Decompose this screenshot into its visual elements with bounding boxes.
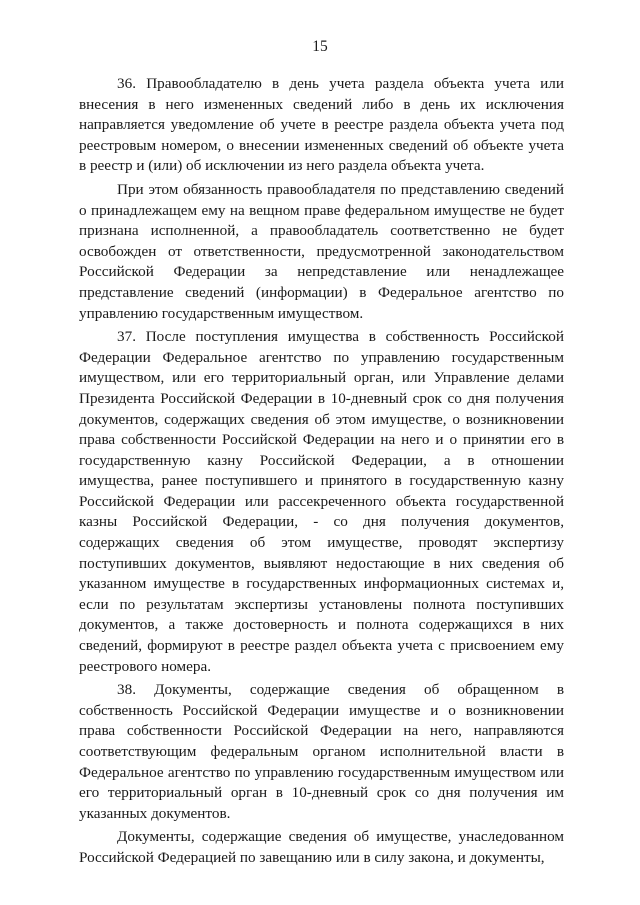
paragraph-38: 38. Документы, содержащие сведения об обращенном в собственность Российской Федерации имуществе и о возникновении права собственности Российской Федерации на него, направляются соответствующим федеральным органом исполнительной власти в Федеральное агентство по управлению государственным имуществом или его территориальный орган в 10-дневный срок со дня получения им указанных документов.: [79, 681, 564, 822]
document-body: [79, 74, 564, 869]
paragraph-37: 37. После поступления имущества в собственность Российской Федерации Федеральное агентство по управлению государственным имуществом, или его территориальный орган, или Управление делами Президента Российской Федерации в 10-дневный срок со дня получения документов, содержащих сведения об этом имуществе, о возникновении права собственности Российской Федерации на него и о принятии его в государственную казну Российской Федерации, а в отношении имущества, ранее поступившего и принятого в государственную казну Российской Федерации или рассекреченного объекта государственной казны Российской Федерации, - со дня получения документов, содержащих сведения об этом имуществе, проводят экспертизу поступивших документов, выявляют недостающие в них сведения об указанном имуществе в государственных информационных системах и, если по результатам экспертизы установлены полнота поступивших документов, а также достоверность и полнота содержащихся в них сведений, формируют в реестре раздел объекта учета с присвоением ему реестрового номера.: [79, 328, 564, 675]
page-number: 15: [312, 38, 328, 55]
paragraph-38-inheritance: Документы, содержащие сведения об имуществе, унаследованном Российской Федерацией по завещанию или в силу закона, и документы,: [79, 828, 564, 866]
paragraph-36-obligation: При этом обязанность правообладателя по представлению сведений о принадлежащем ему на вещном праве федеральном имуществе не будет признана исполненной, а правообладатель соответственно не будет освобожден от ответственности, предусмотренной законодательством Российской Федерации за непредставление или ненадлежащее представление сведений (информации) в Федеральное агентство по управлению государственным имуществом.: [79, 180, 564, 322]
paragraph-36: 36. Правообладателю в день учета раздела объекта учета или внесения в него измененных сведений либо в день их исключения направляется уведомление об учете в реестре раздела объекта учета под реестровым номером, о внесении измененных сведений об объекте учета в реестр и (или) об исключении из него раздела объекта учета.: [79, 75, 564, 175]
